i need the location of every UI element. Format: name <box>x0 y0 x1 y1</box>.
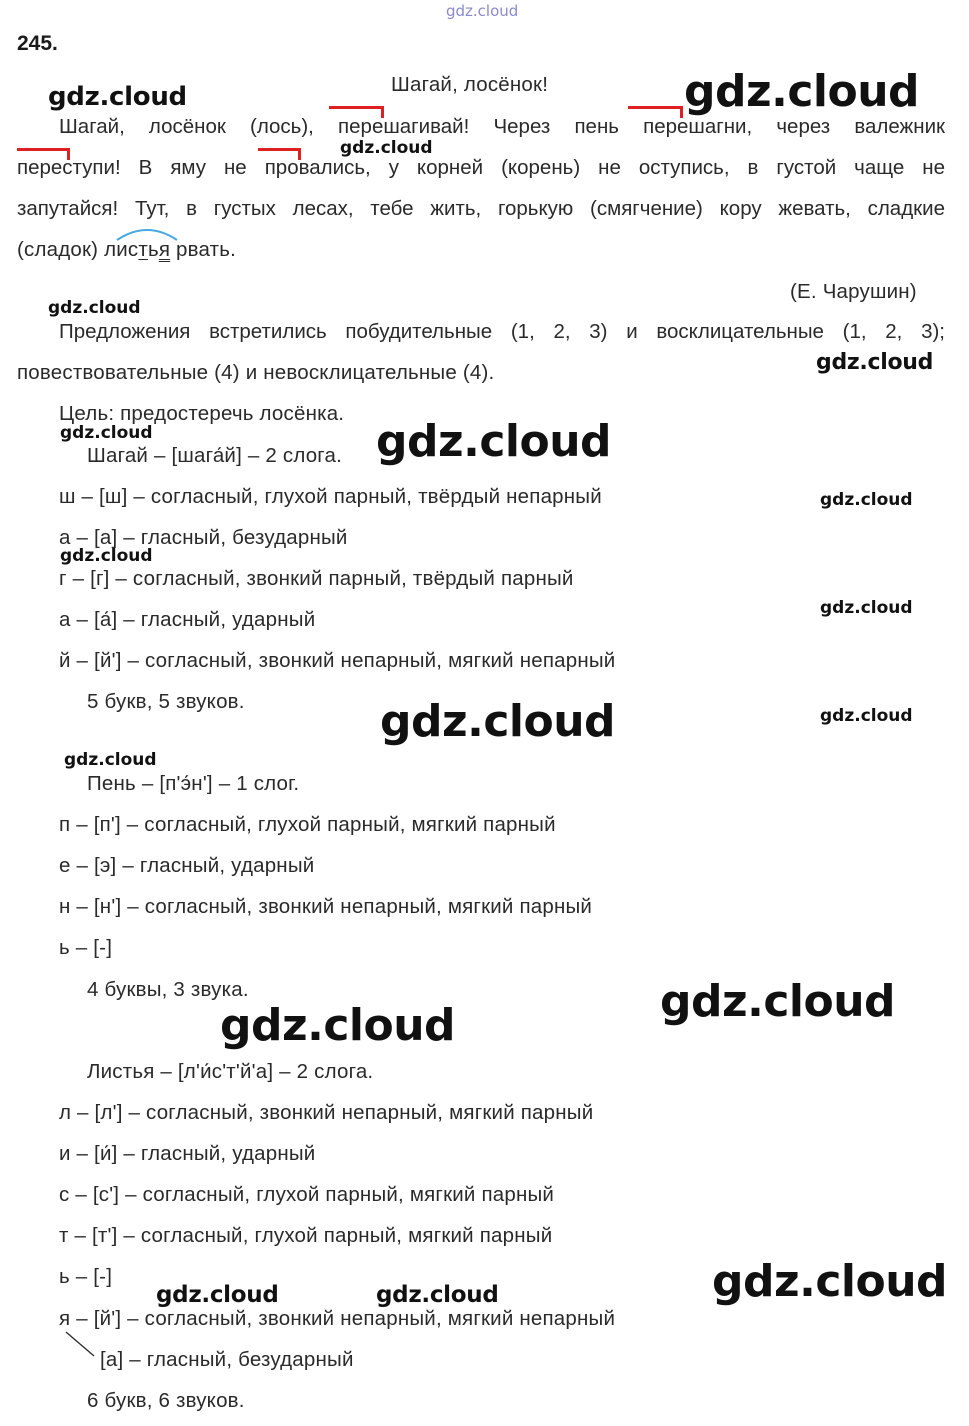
top-watermark: gdz.cloud <box>446 2 519 20</box>
watermark: gdz.cloud <box>156 1282 279 1308</box>
watermark: gdz.cloud <box>64 750 157 770</box>
author: (Е. Чарушин) <box>790 280 917 303</box>
prefix-mark-perestupi <box>17 148 70 160</box>
word3-row: л – [л'] – согласный, звонкий непарный, мягкий парный <box>59 1101 594 1124</box>
analysis-line-1: Предложения встретились побудительные (1, 2, 3) и восклицательные (1, 2, 3); <box>59 320 945 343</box>
watermark: gdz.cloud <box>220 1000 456 1051</box>
branch-line <box>64 1330 98 1358</box>
word1-header: Шагай – [шага́й] – 2 слога. <box>87 444 343 467</box>
watermark: gdz.cloud <box>712 1256 948 1307</box>
word1-row: а – [а́] – гласный, ударный <box>59 608 316 631</box>
prefix-mark-pereshagni <box>628 106 683 118</box>
word2-row: е – [э] – гласный, ударный <box>59 854 315 877</box>
paragraph-line-4-end: рвать. <box>170 238 237 261</box>
word2-header: Пень – [п'э́н'] – 1 слог. <box>87 772 300 795</box>
watermark: gdz.cloud <box>820 706 913 726</box>
paragraph-line-2: переступи! В яму не провались, у корней (корень) не оступись, в густой чаще не <box>17 156 945 179</box>
word3-summary: 6 букв, 6 звуков. <box>87 1389 245 1412</box>
analysis-line-2: повествовательные (4) и невосклицательные (4). <box>17 361 495 384</box>
listya-t-underlined: т <box>138 238 148 261</box>
word1-row: г – [г] – согласный, звонкий парный, твёрдый парный <box>59 567 574 590</box>
watermark: gdz.cloud <box>820 490 913 510</box>
word3-extra-sound: [а] – гласный, безударный <box>100 1348 354 1371</box>
watermark: gdz.cloud <box>340 138 433 158</box>
listya-soft-sign: ь <box>147 238 159 261</box>
word1-row: й – [й'] – согласный, звонкий непарный, мягкий непарный <box>59 649 616 672</box>
exercise-number: 245. <box>17 32 58 55</box>
prefix-mark-provalis <box>258 148 301 160</box>
word1-row: ш – [ш] – согласный, глухой парный, твёрдый непарный <box>59 485 602 508</box>
watermark: gdz.cloud <box>376 1282 499 1308</box>
analysis-goal: Цель: предостеречь лосёнка. <box>59 402 345 425</box>
watermark: gdz.cloud <box>376 416 612 467</box>
word3-row: т – [т'] – согласный, глухой парный, мягкий парный <box>59 1224 553 1247</box>
word2-summary: 4 буквы, 3 звука. <box>87 978 249 1001</box>
word2-row: ь – [-] <box>59 936 113 959</box>
watermark: gdz.cloud <box>816 350 934 375</box>
word3-row: ь – [-] <box>59 1265 113 1288</box>
watermark: gdz.cloud <box>684 66 920 117</box>
watermark: gdz.cloud <box>660 976 896 1027</box>
word1-row: а – [а] – гласный, безударный <box>59 526 348 549</box>
paragraph-line-4-start: (сладок) <box>17 238 105 261</box>
word2-row: н – [н'] – согласный, звонкий непарный, мягкий парный <box>59 895 593 918</box>
watermark: gdz.cloud <box>380 696 616 747</box>
word3-row: с – [с'] – согласный, глухой парный, мягкий парный <box>59 1183 555 1206</box>
root-arc-mark <box>114 226 184 242</box>
word3-header: Листья – [л'и́с'т'й'а] – 2 слога. <box>87 1060 374 1083</box>
word3-row: и – [и́] – гласный, ударный <box>59 1142 316 1165</box>
watermark: gdz.cloud <box>60 423 153 443</box>
prefix-mark-pereshagivai <box>329 106 384 118</box>
word3-row: я – [й'] – согласный, звонкий непарный, мягкий непарный <box>59 1307 616 1330</box>
word2-row: п – [п'] – согласный, глухой парный, мягкий парный <box>59 813 556 836</box>
watermark: gdz.cloud <box>60 546 153 566</box>
paragraph-line-3: запутайся! Тут, в густых лесах, тебе жить, горькую (смягчение) кору жевать, сладкие <box>17 197 945 220</box>
listya-ya-double-underlined: я <box>158 238 171 261</box>
paragraph-line-1: Шагай, лосёнок (лось), перешагивай! Через пень перешагни, через валежник <box>59 115 945 138</box>
watermark: gdz.cloud <box>48 298 141 318</box>
text-title: Шагай, лосёнок! <box>391 73 549 96</box>
watermark: gdz.cloud <box>48 82 187 112</box>
watermark: gdz.cloud <box>820 598 913 618</box>
listya-part-1: лис <box>104 238 139 261</box>
word1-summary: 5 букв, 5 звуков. <box>87 690 245 713</box>
